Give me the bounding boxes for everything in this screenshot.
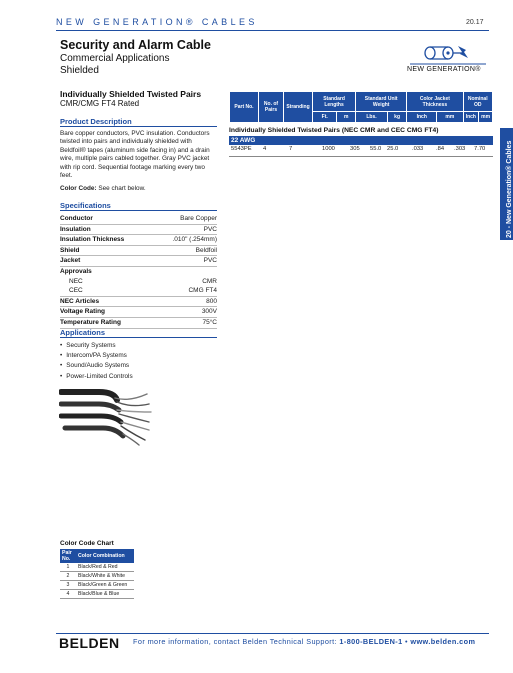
spec-row-approvals bbox=[60, 267, 217, 277]
spec-row bbox=[60, 307, 217, 318]
spec-row bbox=[60, 318, 217, 329]
od-mm: 7.70 bbox=[474, 146, 486, 152]
belden-logo: BELDEN bbox=[59, 635, 120, 651]
column-subheader: mm bbox=[479, 112, 493, 123]
pair-no: 2 bbox=[60, 572, 76, 581]
series-header: NEW GENERATION® CABLES bbox=[56, 17, 258, 27]
column-header: Pair No. bbox=[60, 549, 76, 563]
column-subheader: Inch bbox=[463, 112, 479, 123]
table-header-row bbox=[60, 549, 134, 563]
spec-row bbox=[60, 225, 217, 236]
column-subheader: Inch bbox=[407, 112, 437, 123]
spec-key: Jacket bbox=[60, 257, 81, 265]
color-code-table bbox=[60, 549, 134, 599]
spec-key: NEC bbox=[69, 277, 83, 285]
color-code-chart-title: Color Code Chart bbox=[60, 540, 114, 547]
spec-value: Beldfoil bbox=[195, 246, 217, 254]
od-inch: .303 bbox=[454, 146, 466, 152]
list-item: • Intercom/PA Systems bbox=[60, 351, 133, 361]
spec-key: NEC Articles bbox=[60, 297, 100, 305]
spec-value: .010" (.254mm) bbox=[172, 236, 217, 244]
spec-value: Bare Copper bbox=[180, 215, 217, 222]
cable-illustration bbox=[59, 382, 154, 447]
stranding-value: 7 bbox=[289, 146, 293, 152]
column-header: Standard Unit Weight bbox=[356, 92, 407, 112]
column-subheader: mm bbox=[437, 112, 463, 123]
spec-key: CEC bbox=[69, 287, 83, 295]
spec-row bbox=[60, 235, 217, 246]
table-row bbox=[60, 581, 134, 590]
list-item: • Sound/Audio Systems bbox=[60, 361, 133, 371]
column-subheader: m bbox=[337, 112, 356, 123]
spec-value: 300V bbox=[201, 308, 217, 316]
table-row bbox=[60, 563, 134, 572]
rating-text: CMR/CMG FT4 Rated bbox=[60, 99, 140, 108]
divider bbox=[60, 210, 217, 211]
footer-rule bbox=[56, 633, 489, 634]
column-header: Part No. bbox=[230, 92, 259, 123]
divider bbox=[60, 126, 217, 127]
page-number: 20.17 bbox=[466, 19, 484, 26]
table-row bbox=[60, 572, 134, 581]
table-row bbox=[229, 146, 493, 155]
support-phone: 1-800-BELDEN-1 bbox=[339, 637, 403, 646]
pair-no: 3 bbox=[60, 581, 76, 590]
spec-value: CMG FT4 bbox=[188, 287, 217, 295]
applications-heading: Applications bbox=[60, 328, 106, 337]
table-caption: Individually Shielded Twisted Pairs (NEC CMR and CEC CMG FT4) bbox=[229, 127, 439, 134]
pair-no: 4 bbox=[60, 590, 76, 599]
list-item: • Security Systems bbox=[60, 341, 133, 351]
color-code-text: See chart below. bbox=[98, 185, 146, 192]
spec-value: PVC bbox=[203, 225, 217, 233]
jacket-inch: .033 bbox=[412, 146, 424, 152]
spec-key: Conductor bbox=[60, 215, 93, 222]
spec-value: CMR bbox=[202, 277, 217, 285]
spec-row bbox=[60, 277, 217, 287]
spec-key: Shield bbox=[60, 246, 80, 254]
applications-list bbox=[60, 341, 133, 382]
pairs-value: 4 bbox=[263, 146, 267, 152]
spec-value: 75°C bbox=[202, 318, 217, 326]
footer-prefix: For more information, contact Belden Technical Support: bbox=[133, 637, 340, 646]
section-side-tab bbox=[500, 128, 513, 240]
column-subheader: kg bbox=[387, 112, 406, 123]
spec-row bbox=[60, 214, 217, 225]
weight-kg: 25.0 bbox=[387, 146, 399, 152]
column-header: No. of Pairs bbox=[259, 92, 284, 123]
column-header: Color Combination bbox=[76, 549, 134, 563]
footer-separator: • bbox=[402, 637, 411, 646]
column-header: Nominal OD bbox=[463, 92, 493, 112]
logo-text: NEW GENERATION® bbox=[407, 66, 481, 73]
spec-row bbox=[60, 286, 217, 297]
part-number: 5543PE bbox=[231, 146, 252, 152]
color-combination: Black/Blue & Blue bbox=[76, 590, 134, 599]
product-description: Bare copper conductors, PVC insulation. Conductors twisted into pairs and individually shielded with Beldfoil® tapes (aluminum side facing in) and a drain wire, multiple pairs cabled together. Gray PVC jacket with rip cord. Sequential footage marking every two feet. bbox=[60, 130, 210, 180]
color-code-note bbox=[60, 185, 146, 192]
column-header: Stranding bbox=[284, 92, 313, 123]
color-combination: Black/Green & Green bbox=[76, 581, 134, 590]
product-table-header bbox=[229, 91, 493, 123]
spec-row bbox=[60, 246, 217, 257]
side-tab-label: 20 - New Generation® Cables bbox=[506, 140, 513, 238]
section-heading: Individually Shielded Twisted Pairs bbox=[60, 89, 202, 99]
website-link[interactable]: www.belden.com bbox=[410, 637, 476, 646]
specifications-table bbox=[60, 214, 217, 329]
specifications-heading: Specifications bbox=[60, 201, 111, 210]
subtitle-shielded: Shielded bbox=[60, 65, 99, 76]
column-header: Color Jacket Thickness bbox=[407, 92, 463, 112]
column-subheader: Lbs. bbox=[356, 112, 388, 123]
divider bbox=[60, 337, 217, 338]
spec-key: Approvals bbox=[60, 267, 92, 275]
spec-value: PVC bbox=[203, 257, 217, 265]
header-rule bbox=[56, 30, 489, 31]
spec-key: Insulation bbox=[60, 225, 91, 233]
color-code-label: Color Code: bbox=[60, 185, 97, 192]
page-title: Security and Alarm Cable bbox=[60, 38, 211, 52]
list-item: • Power-Limited Controls bbox=[60, 372, 133, 382]
awg-band: 22 AWG bbox=[229, 136, 493, 145]
spec-key: Temperature Rating bbox=[60, 318, 121, 326]
spec-row bbox=[60, 256, 217, 267]
spec-value: 800 bbox=[206, 297, 217, 305]
divider bbox=[229, 156, 493, 157]
spec-row bbox=[60, 297, 217, 308]
subtitle-applications: Commercial Applications bbox=[60, 53, 170, 64]
column-header: Standard Lengths bbox=[313, 92, 356, 112]
footer-contact bbox=[133, 637, 475, 646]
jacket-mm: .84 bbox=[436, 146, 445, 152]
length-ft: 1000 bbox=[322, 146, 335, 152]
spec-key: Voltage Rating bbox=[60, 308, 106, 316]
table-row bbox=[60, 590, 134, 599]
pair-no: 1 bbox=[60, 563, 76, 572]
color-combination: Black/Red & Red bbox=[76, 563, 134, 572]
column-subheader: Ft. bbox=[313, 112, 337, 123]
length-m: 305 bbox=[350, 146, 360, 152]
weight-lbs: 55.0 bbox=[370, 146, 382, 152]
product-description-heading: Product Description bbox=[60, 117, 132, 126]
color-combination: Black/White & White bbox=[76, 572, 134, 581]
spec-key: Insulation Thickness bbox=[60, 236, 125, 244]
